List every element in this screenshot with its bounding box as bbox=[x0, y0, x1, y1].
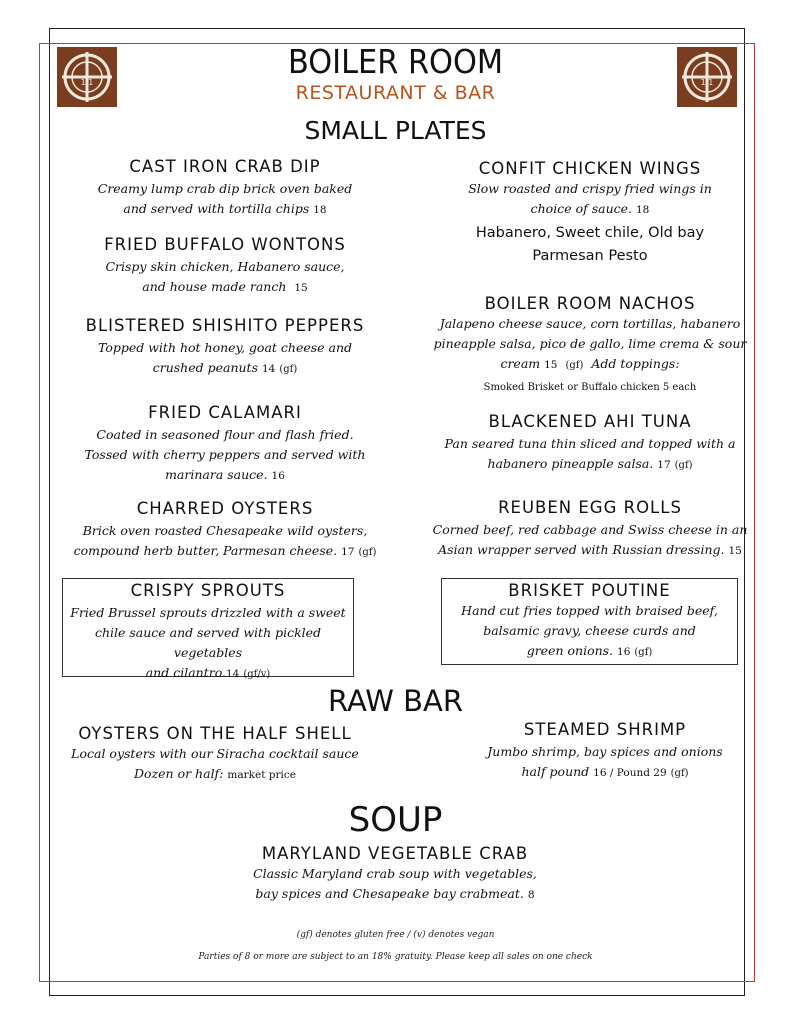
menu-item-reuben-egg-rolls bbox=[425, 498, 755, 561]
item-name: CONFIT CHICKEN WINGS bbox=[478, 159, 702, 178]
item-description: Topped with hot honey, goat cheese and crushed peanuts 14 (gf) bbox=[97, 340, 353, 375]
item-price: market price bbox=[227, 769, 296, 781]
item-name: MARYLAND VEGETABLE CRAB bbox=[261, 844, 529, 863]
dietary-tag: (gf) bbox=[279, 364, 298, 375]
item-price: 16 / Pound 29 bbox=[593, 767, 667, 779]
menu-item-oysters-half-shell bbox=[60, 724, 370, 785]
menu-item-charred-oysters bbox=[60, 499, 390, 563]
item-price: 15 bbox=[294, 282, 308, 294]
item-price: 16 bbox=[271, 470, 285, 482]
logo-text: 1 1 bbox=[80, 78, 94, 87]
item-description: Local oysters with our Siracha cocktail sauce Dozen or half: market price bbox=[71, 746, 359, 781]
item-description: Coated in seasoned flour and flash fried. Tossed with cherry peppers and served with marinara sauce. 16 bbox=[84, 427, 366, 482]
item-price: 17 bbox=[341, 546, 355, 558]
menu-item-crispy-sprouts bbox=[62, 578, 354, 680]
add-toppings-label: Add toppings: bbox=[591, 356, 680, 371]
item-description: Jalapeno cheese sauce, corn tortillas, habanero pineapple salsa, pico de gallo, lime crema & sour cream 15 (gf) Add toppings: Smoked Brisket or Buffalo chicken 5 each bbox=[433, 316, 747, 393]
item-price: 14 bbox=[225, 668, 240, 680]
menu-item-fried-buffalo-wontons bbox=[60, 235, 390, 298]
item-price: 15 bbox=[728, 545, 742, 557]
restaurant-subtitle: RESTAURANT & BAR bbox=[295, 82, 496, 104]
item-price: 17 bbox=[657, 459, 671, 471]
item-name: CHARRED OYSTERS bbox=[136, 499, 314, 518]
dietary-tag: (gf) bbox=[674, 460, 693, 471]
item-name: OYSTERS ON THE HALF SHELL bbox=[78, 724, 352, 743]
item-description: Crispy skin chicken, Habanero sauce, and house made ranch 15 bbox=[105, 259, 345, 294]
menu-item-confit-chicken-wings bbox=[425, 159, 755, 268]
menu-item-steamed-shrimp bbox=[460, 720, 750, 784]
dietary-legend: (gf) denotes gluten free / (v) denotes vegan bbox=[296, 930, 495, 940]
item-name: STEAMED SHRIMP bbox=[523, 720, 687, 739]
item-price: 16 bbox=[617, 646, 631, 658]
gratuity-note: Parties of 8 or more are subject to an 18% gratuity. Please keep all sales on one check bbox=[198, 952, 593, 962]
item-description: Brick oven roasted Chesapeake wild oysters, compound herb butter, Parmesan cheese. 17 (gf) bbox=[73, 523, 377, 558]
menu-item-boiler-room-nachos bbox=[425, 294, 755, 398]
menu-item-brisket-poutine bbox=[441, 578, 738, 665]
item-name: FRIED CALAMARI bbox=[148, 403, 302, 422]
dietary-tag: (gf) bbox=[670, 768, 689, 779]
item-description: Corned beef, red cabbage and Swiss cheese in an Asian wrapper served with Russian dressing. 15 bbox=[432, 522, 748, 557]
item-description: Slow roasted and crispy fried wings in choice of sauce. 18 bbox=[468, 181, 712, 216]
item-name: FRIED BUFFALO WONTONS bbox=[104, 235, 346, 254]
menu-item-blackened-ahi-tuna bbox=[425, 412, 755, 476]
menu-item-blistered-shishito-peppers bbox=[60, 316, 390, 380]
logo-text: 1 1 bbox=[700, 78, 714, 87]
dietary-tag: (gf) bbox=[358, 547, 377, 558]
soup-heading: SOUP bbox=[348, 800, 443, 840]
item-price: 18 bbox=[313, 204, 327, 216]
item-price: 15 bbox=[544, 359, 558, 371]
item-name: BRISKET POUTINE bbox=[508, 581, 671, 600]
item-name: BOILER ROOM NACHOS bbox=[484, 294, 696, 313]
menu-item-cast-iron-crab-dip bbox=[60, 157, 390, 220]
toppings-options: Smoked Brisket or Buffalo chicken 5 each bbox=[483, 382, 697, 393]
menu-item-fried-calamari bbox=[60, 403, 390, 486]
dietary-tag: (gf) bbox=[634, 647, 653, 658]
dietary-tag: (gf/v) bbox=[243, 669, 271, 680]
item-name: CRISPY SPROUTS bbox=[130, 581, 286, 600]
item-description: Fried Brussel sprouts drizzled with a sweet chile sauce and served with pickled vegetables and cilantro.14 (gf/v) bbox=[70, 605, 346, 680]
restaurant-name: BOILER ROOM bbox=[287, 42, 504, 81]
item-description: Creamy lump crab dip brick oven baked and served with tortilla chips 18 bbox=[97, 181, 353, 216]
item-name: BLISTERED SHISHITO PEPPERS bbox=[85, 316, 365, 335]
item-name: REUBEN EGG ROLLS bbox=[498, 498, 682, 517]
item-description: Hand cut fries topped with braised beef, balsamic gravy, cheese curds and green onions. 16 (gf) bbox=[461, 603, 718, 658]
small-plates-heading: SMALL PLATES bbox=[304, 116, 487, 145]
item-price: 18 bbox=[635, 204, 650, 216]
item-name: CAST IRON CRAB DIP bbox=[129, 157, 321, 176]
item-price: 14 bbox=[261, 363, 276, 375]
item-description: Classic Maryland crab soup with vegetables, bay spices and Chesapeake bay crabmeat. 8 bbox=[253, 866, 537, 901]
item-description: Pan seared tuna thin sliced and topped with a habanero pineapple salsa. 17 (gf) bbox=[444, 436, 736, 471]
raw-bar-heading: RAW BAR bbox=[327, 684, 463, 718]
item-name: BLACKENED AHI TUNA bbox=[488, 412, 692, 431]
item-price: 8 bbox=[527, 889, 535, 901]
dietary-tag: (gf) bbox=[565, 360, 584, 371]
item-description: Jumbo shrimp, bay spices and onions half pound 16 / Pound 29 (gf) bbox=[487, 744, 723, 779]
sauce-options: Habanero, Sweet chile, Old bay Parmesan Pesto bbox=[475, 225, 705, 264]
menu-item-maryland-vegetable-crab bbox=[230, 844, 560, 905]
